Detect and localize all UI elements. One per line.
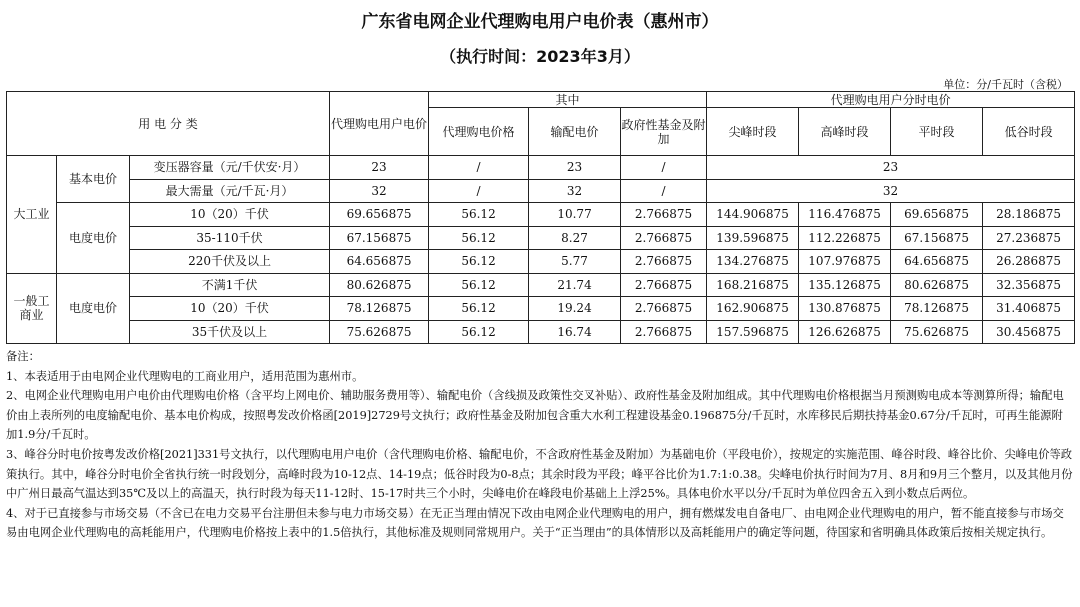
cell-flat: 67.156875 — [891, 226, 983, 250]
cell-trans: 32 — [529, 179, 621, 203]
header-transmission: 输配电价 — [529, 108, 621, 156]
header-proxy: 代理购电价格 — [429, 108, 529, 156]
cell-flat: 75.626875 — [891, 320, 983, 344]
cell-peak: 144.906875 — [707, 203, 799, 227]
cell-tou: 32 — [707, 179, 1075, 203]
cell-valley: 28.186875 — [983, 203, 1075, 227]
cell-flat: 78.126875 — [891, 297, 983, 321]
cell-agency: 32 — [330, 179, 429, 203]
cell-trans: 10.77 — [529, 203, 621, 227]
row-label: 35-110千伏 — [130, 226, 330, 250]
header-agency-price: 代理购电用户电价 — [330, 92, 429, 156]
note-item: 1、本表适用于由电网企业代理购电的工商业用户，适用范围为惠州市。 — [6, 369, 364, 383]
cell-flat: 64.656875 — [891, 250, 983, 274]
header-of-which: 其中 — [429, 92, 707, 108]
note-item: 4、对于已直接参与市场交易（不含已在电力交易平台注册但未参与电力市场交易）在无正当理由情况下改由电网企业代理购电的用户，拥有燃煤发电自备电厂、由电网企业代理购电的用户，暂不能直接参与市场交易由电网企业代理购电的高耗能用户，代理购电价格按上表中的1.5倍执行，其他标准及规则同常规用户。关于“正当理由”的具体情形以及高耗能用户的确定等问题，待国家和省明确具体政策后按相关规定执行。 — [6, 506, 1064, 540]
cell-proxy: / — [429, 156, 529, 180]
cell-flat: 80.626875 — [891, 273, 983, 297]
cell-agency: 78.126875 — [330, 297, 429, 321]
cell-agency: 69.656875 — [330, 203, 429, 227]
cell-peak: 134.276875 — [707, 250, 799, 274]
cell-trans: 19.24 — [529, 297, 621, 321]
cell-peak: 139.596875 — [707, 226, 799, 250]
cell-trans: 16.74 — [529, 320, 621, 344]
cell-proxy: 56.12 — [429, 273, 529, 297]
cell-proxy: 56.12 — [429, 320, 529, 344]
cell-agency: 67.156875 — [330, 226, 429, 250]
header-fund: 政府性基金及附加 — [621, 108, 707, 156]
cell-trans: 23 — [529, 156, 621, 180]
cell-trans: 5.77 — [529, 250, 621, 274]
row-label: 10（20）千伏 — [130, 297, 330, 321]
table-row — [7, 250, 1075, 274]
group-general: 一般工商业 — [7, 273, 57, 344]
cell-peak: 157.596875 — [707, 320, 799, 344]
cell-valley: 26.286875 — [983, 250, 1075, 274]
page-title: 广东省电网企业代理购电用户电价表（惠州市） — [361, 12, 719, 32]
cell-peak: 168.216875 — [707, 273, 799, 297]
notes-heading: 备注： — [6, 350, 40, 363]
cell-proxy: 56.12 — [429, 250, 529, 274]
cell-high: 135.126875 — [799, 273, 891, 297]
cell-fund: / — [621, 156, 707, 180]
row-label: 最大需量（元/千瓦·月） — [130, 179, 330, 203]
note-item: 3、峰谷分时电价按粤发改价格[2021]331号文执行，以代理购电用户电价（含代理购电价格、输配电价，不含政府性基金及附加）为基础电价（平段电价），按规定的实施范围、峰谷时段、峰谷比价、尖峰电价等政策执行。其中，峰谷分时电价全省执行统一时段划分，高峰时段为10-12点、14-19点；低谷时段为0-8点；其余时段为平段；峰平谷比价为1.7:1:0.38。尖峰电价执行时间为7月、8月和9月三个整月，以及其他月份中广州日最高气温达到35℃及以上的高温天，执行时段为每天11-12时、15-17时共三个小时，尖峰电价在峰段电价基础上上浮25%。具体电价水平以分/千瓦时为单位四舍五入到小数点后两位。 — [6, 447, 1073, 501]
cell-fund: 2.766875 — [621, 297, 707, 321]
note-item: 2、电网企业代理购电用户电价由代理购电价格（含平均上网电价、辅助服务费用等）、输配电价（含线损及政策性交叉补贴）、政府性基金及附加组成。其中代理购电价格根据当月预测购电成本等测算所得；输配电价由上表所列的电度输配电价、基本电价构成，按照粤发改价格函[2019]2729号文执行；政府性基金及附加包含重大水利工程建设基金0.196875分/千瓦时，水库移民后期扶持基金0.67分/千瓦时，可再生能源附加1.9分/千瓦时。 — [6, 389, 1064, 442]
cell-high: 130.876875 — [799, 297, 891, 321]
cell-fund: 2.766875 — [621, 203, 707, 227]
cell-fund: 2.766875 — [621, 320, 707, 344]
cell-agency: 75.626875 — [330, 320, 429, 344]
row-label: 35千伏及以上 — [130, 320, 330, 344]
cell-high: 112.226875 — [799, 226, 891, 250]
cell-proxy: 56.12 — [429, 203, 529, 227]
table-row — [7, 156, 1075, 180]
cell-trans: 8.27 — [529, 226, 621, 250]
row-label: 不满1千伏 — [130, 273, 330, 297]
row-label: 变压器容量（元/千伏安·月） — [130, 156, 330, 180]
table-row — [7, 273, 1075, 297]
table-row — [7, 179, 1075, 203]
cell-valley: 30.456875 — [983, 320, 1075, 344]
cell-agency: 23 — [330, 156, 429, 180]
cell-high: 116.476875 — [799, 203, 891, 227]
header-row — [7, 92, 1075, 108]
cell-tou: 23 — [707, 156, 1075, 180]
cell-valley: 31.406875 — [983, 297, 1075, 321]
header-peak: 尖峰时段 — [707, 108, 799, 156]
table-row — [7, 320, 1075, 344]
cell-valley: 27.236875 — [983, 226, 1075, 250]
cell-fund: 2.766875 — [621, 273, 707, 297]
cell-high: 107.976875 — [799, 250, 891, 274]
row-label: 220千伏及以上 — [130, 250, 330, 274]
cell-proxy: 56.12 — [429, 297, 529, 321]
cell-proxy: 56.12 — [429, 226, 529, 250]
page-subtitle: （执行时间：2023年3月） — [440, 47, 640, 66]
table-row — [7, 226, 1075, 250]
header-flat: 平时段 — [891, 108, 983, 156]
cell-trans: 21.74 — [529, 273, 621, 297]
table-row — [7, 203, 1075, 227]
header-valley: 低谷时段 — [983, 108, 1075, 156]
cell-agency: 64.656875 — [330, 250, 429, 274]
cell-peak: 162.906875 — [707, 297, 799, 321]
header-high: 高峰时段 — [799, 108, 891, 156]
header-tou: 代理购电用户分时电价 — [707, 92, 1075, 108]
cell-valley: 32.356875 — [983, 273, 1075, 297]
group-large-industry: 大工业 — [7, 156, 57, 274]
cell-flat: 69.656875 — [891, 203, 983, 227]
subgroup-basic-price: 基本电价 — [57, 156, 130, 203]
table-row — [7, 297, 1075, 321]
cell-high: 126.626875 — [799, 320, 891, 344]
notes-section — [6, 347, 1074, 543]
cell-proxy: / — [429, 179, 529, 203]
subgroup-energy-price: 电度电价 — [57, 203, 130, 274]
cell-fund: 2.766875 — [621, 226, 707, 250]
header-category: 用 电 分 类 — [7, 92, 330, 156]
row-label: 10（20）千伏 — [130, 203, 330, 227]
subgroup-energy-price: 电度电价 — [57, 273, 130, 344]
unit-label: 单位：分/千瓦时（含税） — [943, 78, 1068, 91]
cell-fund: 2.766875 — [621, 250, 707, 274]
cell-agency: 80.626875 — [330, 273, 429, 297]
cell-fund: / — [621, 179, 707, 203]
price-table — [6, 91, 1075, 344]
